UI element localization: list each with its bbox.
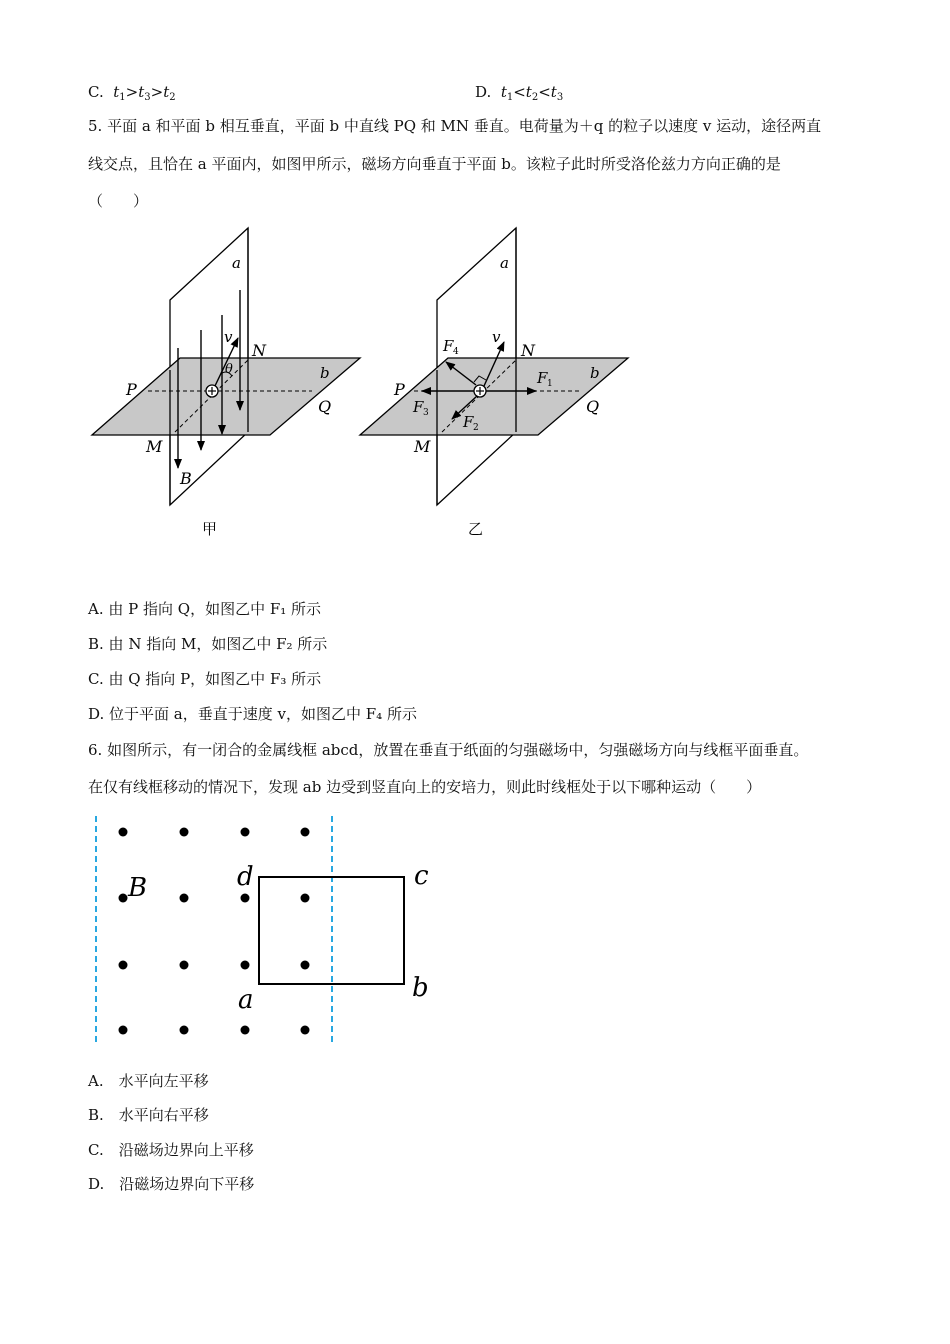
field-dot	[119, 1026, 128, 1035]
label-f3: F	[413, 398, 424, 416]
label-b: b	[590, 364, 600, 382]
q6-option-c[interactable]: C. 沿磁场边界向上平移	[88, 1141, 254, 1159]
q5-option-a[interactable]: A. 由 P 指向 Q，如图乙中 F₁ 所示	[88, 600, 322, 618]
label-m: M	[414, 437, 431, 456]
option-letter: C.	[88, 83, 104, 101]
field-dot	[301, 1026, 310, 1035]
label-p: P	[394, 380, 405, 399]
expr-sub: 1	[119, 92, 126, 103]
label-p: P	[126, 380, 137, 399]
q5-answer-paren: （ ）	[88, 192, 149, 210]
field-dot	[241, 828, 250, 837]
label-a: a	[500, 254, 509, 272]
field-dot	[119, 828, 128, 837]
expr-part: t	[500, 83, 507, 101]
expr-sub: 3	[556, 92, 564, 103]
figure-q6	[96, 816, 429, 1046]
label-f1-sub: 1	[547, 379, 553, 389]
figure-yi	[360, 228, 628, 538]
expr-part: <t	[538, 83, 557, 101]
field-dot	[180, 828, 189, 837]
field-dot	[241, 1026, 250, 1035]
label-c: c	[414, 861, 429, 891]
field-dot	[180, 961, 189, 970]
label-f1: F	[537, 369, 548, 387]
field-dot	[301, 828, 310, 837]
label-f2: F	[463, 413, 474, 431]
expr-part: >t	[125, 83, 145, 101]
field-dot	[241, 894, 250, 903]
label-b-field: B	[180, 469, 192, 488]
label-a: a	[238, 985, 254, 1015]
q5-stem-line1: 5. 平面 a 和平面 b 相互垂直，平面 b 中直线 PQ 和 MN 垂直。电荷量为＋q 的粒子以速度 v 运动，途径两直	[88, 117, 822, 135]
expr-part: <t	[513, 83, 532, 101]
field-dot	[180, 1026, 189, 1035]
label-a: a	[232, 254, 241, 272]
option-letter: D.	[475, 83, 492, 101]
expr-part: t	[113, 83, 120, 101]
label-b: b	[412, 973, 429, 1003]
label-n: N	[252, 341, 266, 360]
label-v: v	[224, 328, 233, 346]
field-dot	[119, 961, 128, 970]
figure-jia	[92, 228, 360, 538]
label-q: Q	[318, 397, 332, 416]
caption-yi: 乙	[468, 520, 484, 538]
expr-sub: 3	[144, 92, 151, 103]
q5-stem-line2: 线交点，且恰在 a 平面内，如图甲所示，磁场方向垂直于平面 b。该粒子此时所受洛伦兹力方向正确的是	[88, 155, 781, 173]
q5-option-d[interactable]: D. 位于平面 a，垂直于速度 v，如图乙中 F₄ 所示	[88, 705, 417, 723]
q6-option-a[interactable]: A. 水平向左平移	[88, 1072, 209, 1090]
q5-option-c[interactable]: C. 由 Q 指向 P，如图乙中 F₃ 所示	[88, 670, 322, 688]
label-f4-sub: 4	[453, 347, 459, 357]
label-q: Q	[586, 397, 600, 416]
label-d: d	[237, 862, 254, 892]
expr-part: >t	[150, 83, 170, 101]
field-dots	[119, 828, 310, 1035]
label-f4: F	[443, 337, 454, 355]
expr-sub: 1	[506, 92, 514, 103]
expr-sub: 2	[531, 92, 539, 103]
label-f3-sub: 3	[423, 408, 429, 418]
field-dot	[301, 961, 310, 970]
label-v: v	[492, 328, 501, 346]
label-b: b	[320, 364, 330, 382]
field-dot	[180, 894, 189, 903]
expr-sub: 2	[169, 92, 176, 103]
q6-option-b[interactable]: B. 水平向右平移	[88, 1106, 209, 1124]
field-dot	[241, 961, 250, 970]
q5-option-b[interactable]: B. 由 N 指向 M，如图乙中 F₂ 所示	[88, 635, 328, 653]
label-field-b: B	[128, 873, 148, 903]
field-dot	[119, 894, 128, 903]
label-theta: θ	[225, 362, 233, 377]
label-f2-sub: 2	[473, 423, 479, 433]
q6-stem-line2: 在仅有线框移动的情况下，发现 ab 边受到竖直向上的安培力，则此时线框处于以下哪种运动（ ）	[88, 778, 762, 796]
label-n: N	[521, 341, 535, 360]
caption-jia: 甲	[202, 520, 218, 538]
label-m: M	[146, 437, 163, 456]
q6-option-d[interactable]: D. 沿磁场边界向下平移	[88, 1175, 255, 1193]
field-dot	[301, 894, 310, 903]
q6-stem-line1: 6. 如图所示，有一闭合的金属线框 abcd，放置在垂直于纸面的匀强磁场中，匀强磁场方向与线框平面垂直。	[88, 741, 809, 759]
